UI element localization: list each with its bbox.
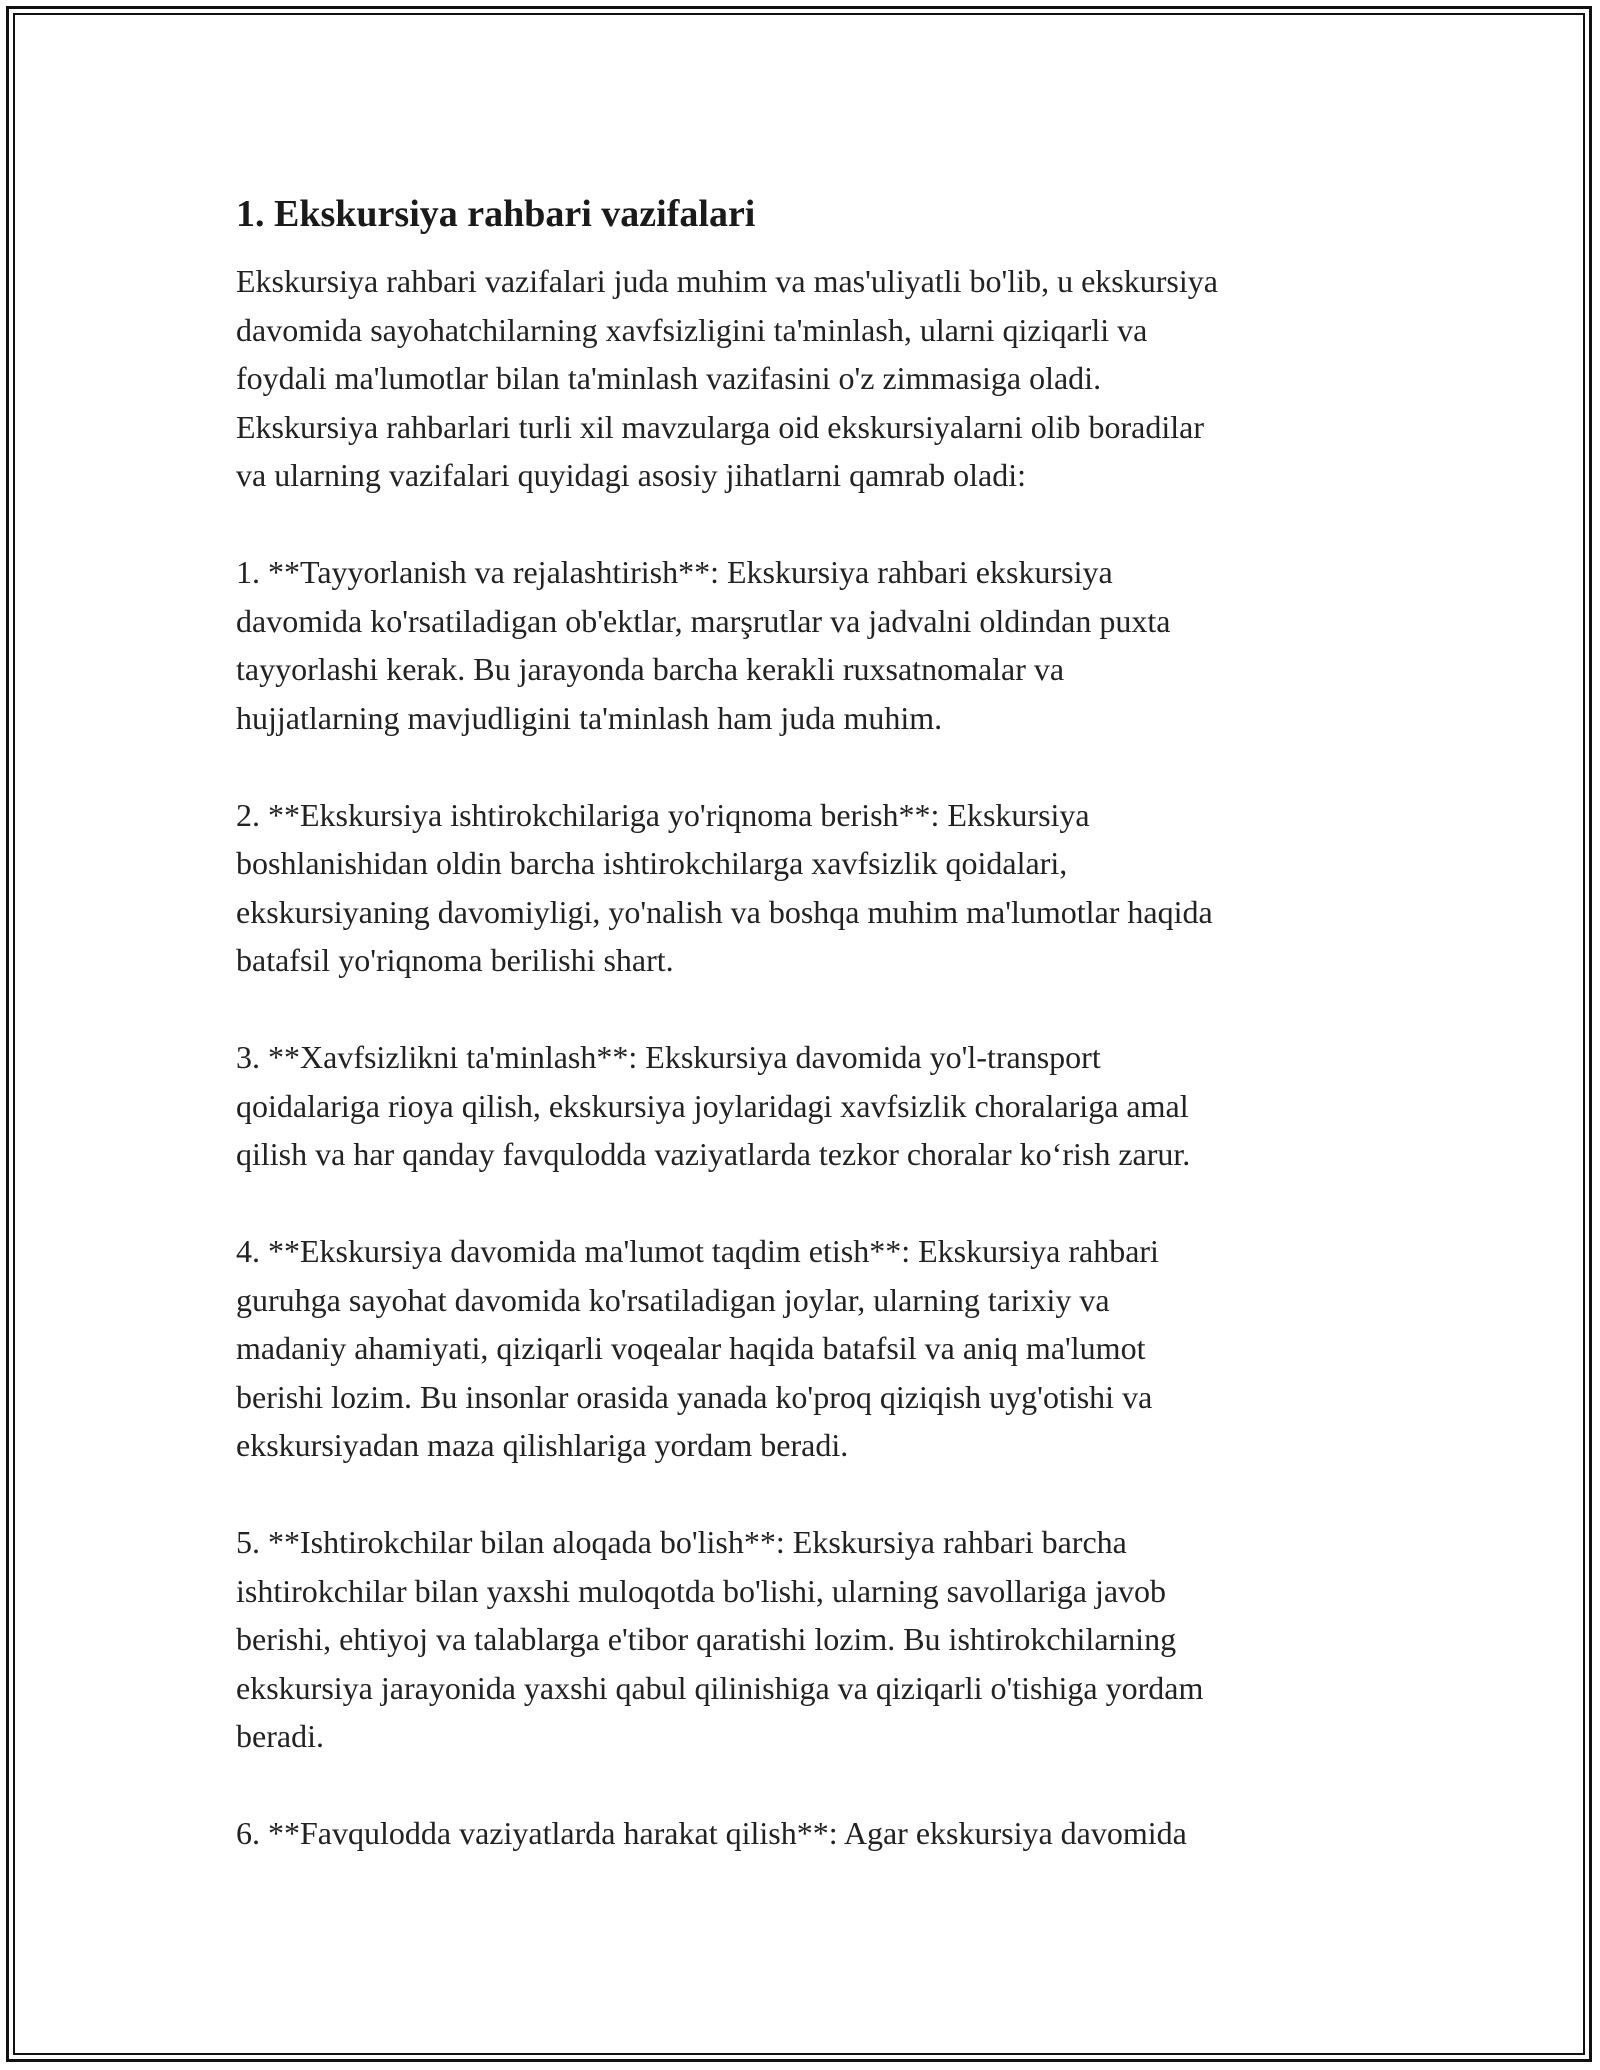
list-item-4: 4. **Ekskursiya davomida ma'lumot taqdim etish**: Ekskursiya rahbari guruhga sayohat davomida ko'rsatiladigan joylar, ularning tarixiy va madaniy ahamiyati, qiziqarli voqealar haqida batafsil va aniq ma'lumot berishi lozim. Bu insonlar orasida yanada ko'proq qiziqish uyg'otishi va ekskursiyadan maza qilishlariga yordam beradi. [236,1233,1159,1463]
list-item-5: 5. **Ishtirokchilar bilan aloqada bo'lish**: Ekskursiya rahbari barcha ishtirokchilar bilan yaxshi muloqotda bo'lishi, ularning savollariga javob berishi, ehtiyoj va talablarga e'tibor qaratishi lozim. Bu ishtirokchilarning ekskursiya jarayonida yaxshi qabul qilinishiga va qiziqarli o'tishiga yordam beradi. [236,1524,1204,1754]
list-item-6: 6. **Favqulodda vaziyatlarda harakat qilish**: Agar ekskursiya davomida [236,1815,1187,1851]
list-item-2: 2. **Ekskursiya ishtirokchilariga yo'riqnoma berish**: Ekskursiya boshlanishidan oldin barcha ishtirokchilarga xavfsizlik qoidalari, ekskursiyaning davomiyligi, yo'nalish va boshqa muhim ma'lumotlar haqida batafsil yo'riqnoma berilishi shart. [236,796,1213,978]
list-item-3: 3. **Xavfsizlikni ta'minlash**: Ekskursiya davomida yo'l-transport qoidalariga rioya qilish, ekskursiya joylaridagi xavfsizlik choralariga amal qilish va har qanday favqulodda vaziyatlarda tezkor choralar ko‘rish zarur. [236,1039,1191,1172]
intro-paragraph: Ekskursiya rahbari vazifalari juda muhim va mas'uliyatli bo'lib, u ekskursiya davomida sayohatchilarning xavfsizligini ta'minlash, ularni qiziqarli va foydali ma'lumotlar bilan ta'minlash vazifasini o'z zimmasiga oladi. Ekskursiya rahbarlari turli xil mavzularga oid ekskursiyalarni olib boradilar va ularning vazifalari quyidagi asosiy jihatlarni qamrab oladi: [236,263,1218,493]
list-item-1: 1. **Tayyorlanish va rejalashtirish**: Ekskursiya rahbari ekskursiya davomida ko'rsatiladigan ob'ektlar, marşrutlar va jadvalni oldindan puxta tayyorlashi kerak. Bu jarayonda barcha kerakli ruxsatnomalar va hujjatlarning mavjudligini ta'minlash ham juda muhim. [236,554,1171,736]
document-body [236,188,1416,1858]
section-heading: 1. Ekskursiya rahbari vazifalari [236,193,756,235]
